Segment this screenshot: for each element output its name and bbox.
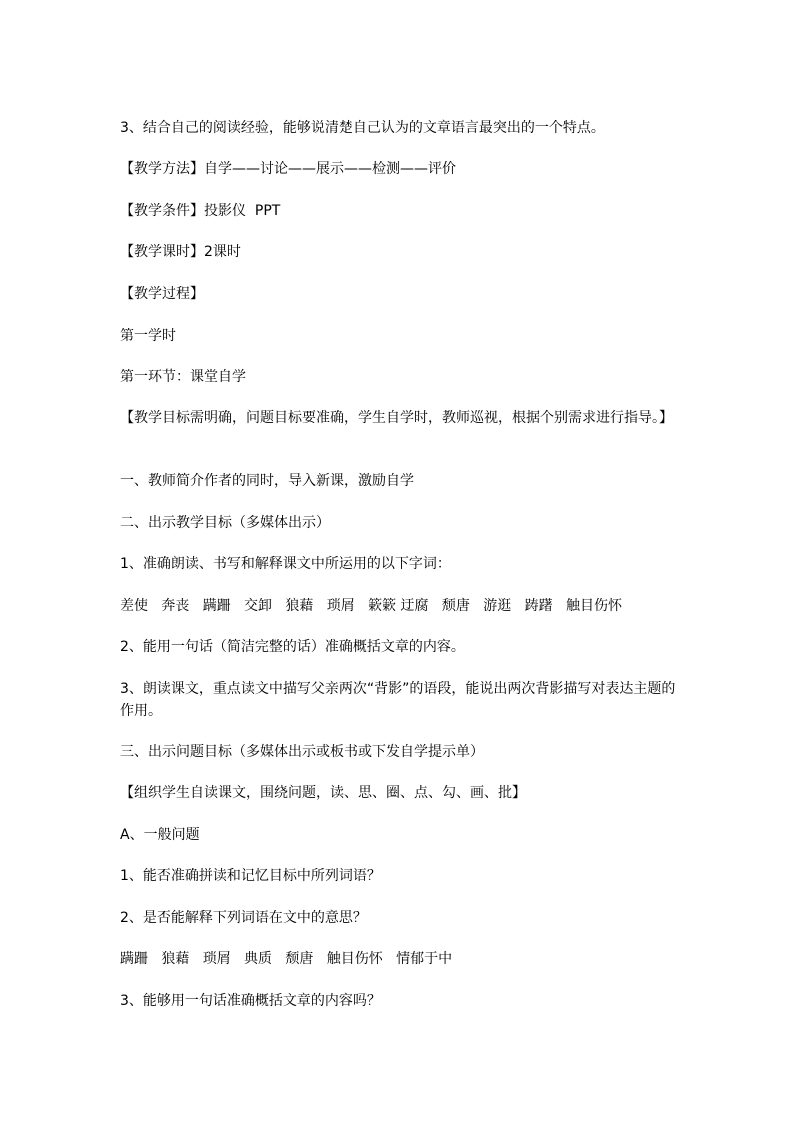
question-2-text: 2、是否能解释下列词语在文中的意思？ <box>120 910 367 926</box>
vocabulary-list: 差使 奔丧 蹒跚 交卸 狼藉 琐屑 簌簌 迂腐 颓唐 游逛 踌躇 触目伤怀 <box>120 598 622 614</box>
objective-2-text: 2、能用一句话（简洁完整的话）准确概括文章的内容。 <box>120 639 465 655</box>
question-3-text: 3、能够用一句话准确概括文章的内容吗？ <box>120 993 381 1009</box>
teaching-note: 【教学目标需明确，问题目标要准确，学生自学时，教师巡视，根据个别需求进行指导。】 <box>120 410 673 426</box>
first-lesson-heading: 第一学时 <box>120 328 176 344</box>
first-segment-heading: 第一环节：课堂自学 <box>120 369 246 385</box>
teaching-hours: 【教学课时】2课时 <box>120 244 241 260</box>
objective-1-text: 1、准确朗读、书写和解释课文中所运用的以下字词： <box>120 556 451 572</box>
teaching-method: 【教学方法】自学——讨论——展示——检测——评价 <box>120 161 456 177</box>
teaching-process-heading: 【教学过程】 <box>120 286 204 302</box>
question-1-text: 1、能否准确拼读和记忆目标中所列词语？ <box>120 868 381 884</box>
section-one-heading: 一、教师简介作者的同时，导入新课，激励自学 <box>120 473 414 489</box>
word-list: 蹒跚 狼藉 琐屑 典质 颓唐 触目伤怀 情郁于中 <box>120 951 453 967</box>
group-reading-note: 【组织学生自读课文，围绕问题，读、思、圈、点、勾、画、批】 <box>120 785 526 801</box>
general-questions-heading: A、一般问题 <box>120 827 200 843</box>
objective-3-reading: 3、朗读课文，重点读文中描写父亲两次“背影”的语段，能说出两次背影描写对表达主题的作用。 <box>120 681 676 719</box>
section-three-heading: 三、出示问题目标（多媒体出示或板书或下发自学提示单） <box>120 744 484 760</box>
teaching-conditions: 【教学条件】投影仪 PPT <box>120 203 281 219</box>
objective-3-text: 3、结合自己的阅读经验，能够说清楚自己认为的文章语言最突出的一个特点。 <box>120 120 605 136</box>
section-two-heading: 二、出示教学目标（多媒体出示） <box>120 515 330 531</box>
